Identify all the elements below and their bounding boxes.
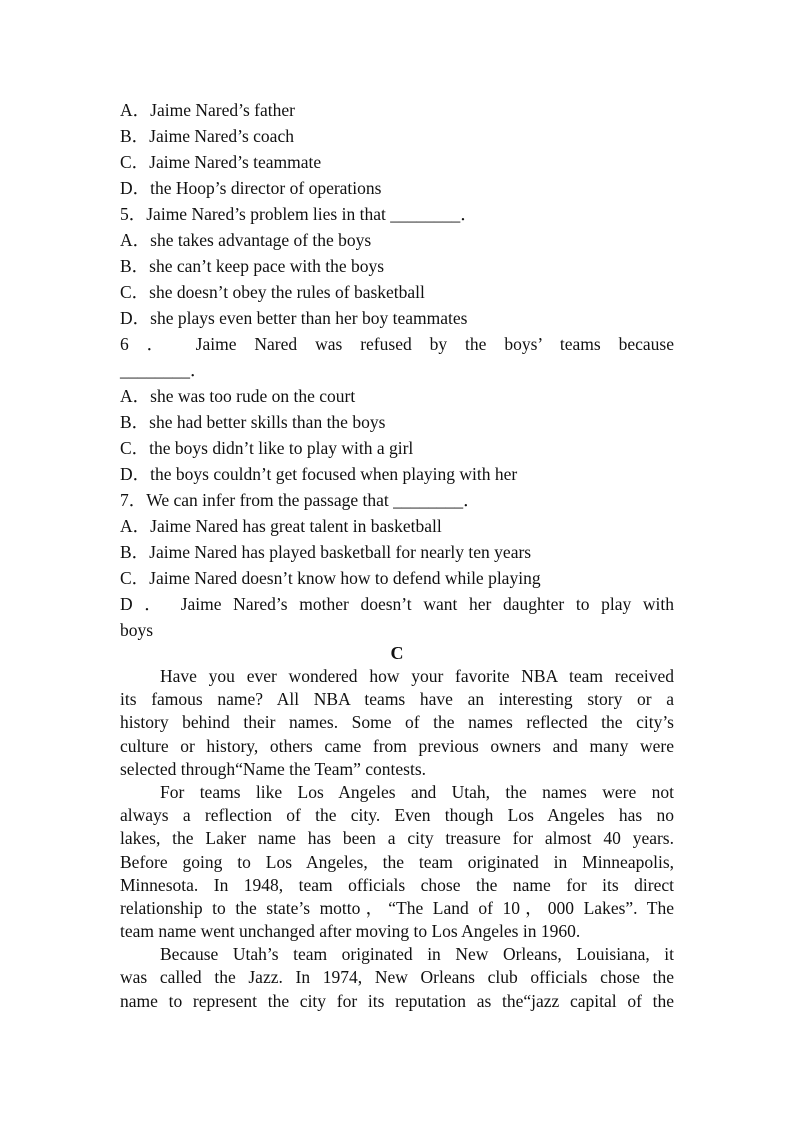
option-c: C．she doesn’t obey the rules of basketball [120,282,425,302]
option-a: A．she was too rude on the court [120,386,356,406]
paragraph-line: was called the Jazz. In 1974, New Orleans club officials chose the [120,967,674,988]
option-d-continued: boys [120,620,154,640]
paragraph-line: team name went unchanged after moving to Los Angeles in 1960. [120,921,581,942]
option-d: D．the Hoop’s director of operations [120,178,382,198]
paragraph-line: lakes, the Laker name has been a city treasure for almost 40 years. [120,828,674,849]
paragraph-2 [120,781,674,943]
question-stem: 5．Jaime Nared’s problem lies in that ________． [120,204,478,224]
question-6 [120,331,674,487]
option-d: D ． Jaime Nared’s mother doesn’t want her daughter to play with [120,594,674,614]
option-c: C．Jaime Nared doesn’t know how to defend while playing [120,568,541,588]
paragraph-line: selected through“Name the Team” contests. [120,758,427,779]
paragraph-line: its famous name? All NBA teams have an interesting story or a [120,689,674,710]
paragraph-line: relationship to the state’s motto，“The Land of 10，000 Lakes”. The [120,897,674,918]
question-4-options [120,97,674,201]
option-a: A．she takes advantage of the boys [120,230,372,250]
paragraph-line: For teams like Los Angeles and Utah, the names were not [160,781,674,802]
option-b: B．Jaime Nared’s coach [120,126,294,146]
paragraph-line: Have you ever wondered how your favorite NBA team received [160,666,674,686]
question-7 [120,487,674,643]
paragraph-line: Because Utah’s team originated in New Orleans, Louisiana, it [160,944,674,965]
option-b: B．she had better skills than the boys [120,412,386,432]
option-c: C．Jaime Nared’s teammate [120,152,322,172]
option-a: A．Jaime Nared has great talent in basketball [120,516,442,536]
question-stem-blank: ________． [120,360,208,380]
option-d: D．she plays even better than her boy teammates [120,308,468,328]
paragraph-line: name to represent the city for its reputation as the“jazz capital of the [120,990,674,1011]
paragraph-line: culture or history, others came from previous owners and many were [120,735,674,756]
option-c: C．the boys didn’t like to play with a girl [120,438,414,458]
paragraph-line: Minnesota. In 1948, team officials chose the name for its direct [120,874,674,895]
paragraph-1 [120,665,674,781]
option-a: A．Jaime Nared’s father [120,100,295,120]
option-d: D．the boys couldn’t get focused when playing with her [120,464,518,484]
document-page [120,97,674,1013]
paragraph-line: always a reflection of the city. Even though Los Angeles has no [120,805,674,826]
question-5 [120,201,674,331]
question-stem: 6 ． Jaime Nared was refused by the boys’ teams because [120,334,674,354]
question-stem: 7．We can infer from the passage that ________． [120,490,481,510]
paragraph-3 [120,943,674,1013]
option-b: B．Jaime Nared has played basketball for nearly ten years [120,542,532,562]
paragraph-line: history behind their names. Some of the names reflected the city’s [120,712,674,733]
section-heading: C [390,643,404,663]
paragraph-line: Before going to Los Angeles, the team originated in Minneapolis, [120,851,674,872]
option-b: B．she can’t keep pace with the boys [120,256,385,276]
